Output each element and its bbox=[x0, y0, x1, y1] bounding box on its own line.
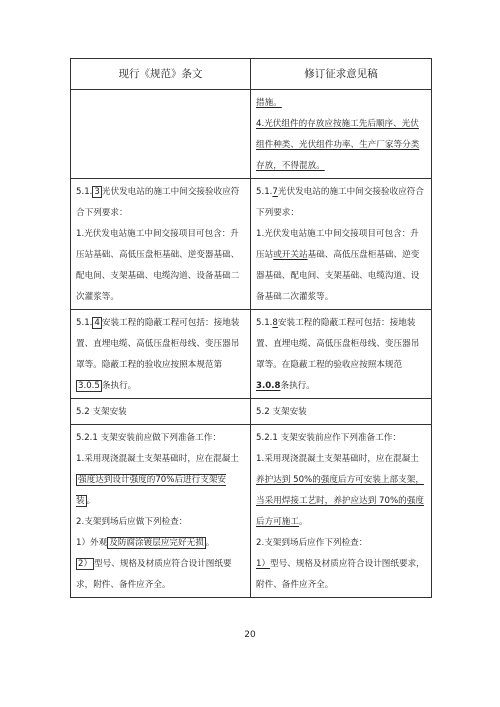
cell-current bbox=[71, 310, 251, 399]
clause-item-text: 1.采用现浇混凝土支架基础时，应在混凝土 bbox=[256, 454, 419, 464]
clause-item: 1.光伏发电站施工中间交接项目可包含：升压站基础、高低压盘柜基础、逆变器基础、配电间、支架基础、电缆沟道、设备基础二次灌浆等。 bbox=[76, 229, 240, 302]
clause-number: 5.1. bbox=[76, 318, 93, 328]
cell-current bbox=[71, 179, 251, 310]
clause-subitem bbox=[76, 554, 245, 596]
clause-item bbox=[76, 449, 245, 512]
header-current-spec: 现行《规范》条文 bbox=[71, 59, 251, 90]
clause-number-boxed: 3 bbox=[94, 187, 100, 197]
clause-item-text: 基础、高低压盘柜基础、逆变器基础、配电间、支架基础、电缆沟道、设备基础二次灌浆等。 bbox=[256, 250, 420, 302]
clause-text bbox=[256, 313, 426, 397]
clause-item-text: 1.采用现浇混凝土支架基础时，应在混凝土 bbox=[76, 454, 239, 464]
clause-item bbox=[256, 449, 426, 533]
clause-item-inserted: 1） bbox=[256, 559, 271, 569]
clause-item-inserted: 或开关站 bbox=[273, 250, 308, 260]
cell-revision bbox=[251, 179, 432, 310]
clause-reference-boxed: 3.0.5 bbox=[78, 381, 100, 391]
clause-body: 光伏发电站的施工中间交接验收应符合下列要求： bbox=[76, 187, 240, 218]
section-row bbox=[71, 399, 432, 425]
clause-reference: 3.0.8 bbox=[256, 381, 281, 391]
cell-current-empty bbox=[71, 90, 251, 179]
clause-item-text: 型号、规格及材质应符合设计图纸要求，附件、备件应齐全。 bbox=[76, 559, 232, 590]
clause-body-end: 条执行。 bbox=[101, 381, 137, 391]
clause-item: 2.支架到场后应做下列检查： bbox=[76, 517, 188, 527]
comparison-table bbox=[70, 58, 432, 598]
clause-item-boxed: 及防腐涂镀层应完好无损 bbox=[109, 538, 204, 548]
clause-title: 5.2.1 支架安装前应作下列准备工作： bbox=[256, 433, 401, 443]
clause-item-text: 。 bbox=[205, 538, 215, 548]
header-revision-draft: 修订征求意见稿 bbox=[251, 59, 432, 90]
clause-number: 5.1. bbox=[76, 187, 93, 197]
table-row bbox=[71, 425, 432, 598]
clause-item-inserted: 养护达到 50%的强度后方可安装上部支架，当采用焊接工艺时，养护应达到 70%的强度后方可施工 bbox=[256, 475, 424, 527]
clause-text bbox=[256, 182, 426, 224]
clause-number-underlined: 8 bbox=[272, 318, 278, 328]
page-number: 20 bbox=[244, 630, 256, 640]
clause-item-text: 。 bbox=[86, 496, 96, 506]
cell-revision bbox=[251, 310, 432, 399]
clause-subitem bbox=[76, 533, 245, 554]
clause-number: 5.1. bbox=[256, 318, 273, 328]
clause-item: 2.支架到场后应作下列检查： bbox=[256, 538, 368, 548]
section-heading-current: 5.2 支架安装 bbox=[71, 399, 251, 425]
table-row bbox=[71, 90, 432, 179]
clause-number-underlined: 7 bbox=[272, 187, 278, 197]
clause-item-text: 。 bbox=[298, 517, 308, 527]
clause-number: 5.1. bbox=[256, 187, 273, 197]
cell-current bbox=[71, 425, 251, 598]
table-row bbox=[71, 310, 432, 399]
clause-title: 5.2.1 支架安装前应做下列准备工作： bbox=[76, 433, 221, 443]
clause-item-boxed: 2） bbox=[78, 559, 93, 569]
revision-text: 4.光伏组件的存放应按施工先后顺序、光伏组件种类、光伏组件功率、生产厂家等分类存放，不得混放。 bbox=[256, 119, 420, 171]
clause-number-boxed: 4 bbox=[94, 318, 100, 328]
clause-text bbox=[76, 313, 245, 397]
clause-body-end: 条执行。 bbox=[280, 381, 315, 391]
clause-body: 安装工程的隐蔽工程可包括：接地装置、直埋电缆、高低压盘柜母线、变压器吊罩等。隐蔽工程的验收应按照本规范第 bbox=[76, 318, 240, 370]
clause-subitem bbox=[256, 554, 426, 596]
clause-item-text: 1）外观 bbox=[76, 538, 108, 548]
clause-item-boxed: 强度达到设计强度的70%后进行支架安装 bbox=[76, 475, 227, 506]
cell-revision bbox=[251, 90, 432, 179]
revision-text: 措施。 bbox=[256, 98, 282, 108]
clause-item-text: 型号、规格及材质应符合设计图纸要求，附件、备件应齐全。 bbox=[256, 559, 425, 590]
clause-text bbox=[76, 182, 245, 224]
section-heading-revision: 5.2 支架安装 bbox=[251, 399, 432, 425]
clause-body: 安装工程的隐蔽工程可包括：接地装置、直埋电缆、高低压盘柜母线、变压器吊罩等。在隐蔽工程的验收应按照本规范 bbox=[256, 318, 420, 370]
clause-item bbox=[256, 224, 426, 308]
cell-revision bbox=[251, 425, 432, 598]
clause-item-text: 1.光伏发电站施工中间交接项目可包含：升压站 bbox=[256, 229, 419, 260]
table-row bbox=[71, 179, 432, 310]
clause-body: 光伏发电站的施工中间交接验收应符合下列要求： bbox=[256, 187, 424, 218]
